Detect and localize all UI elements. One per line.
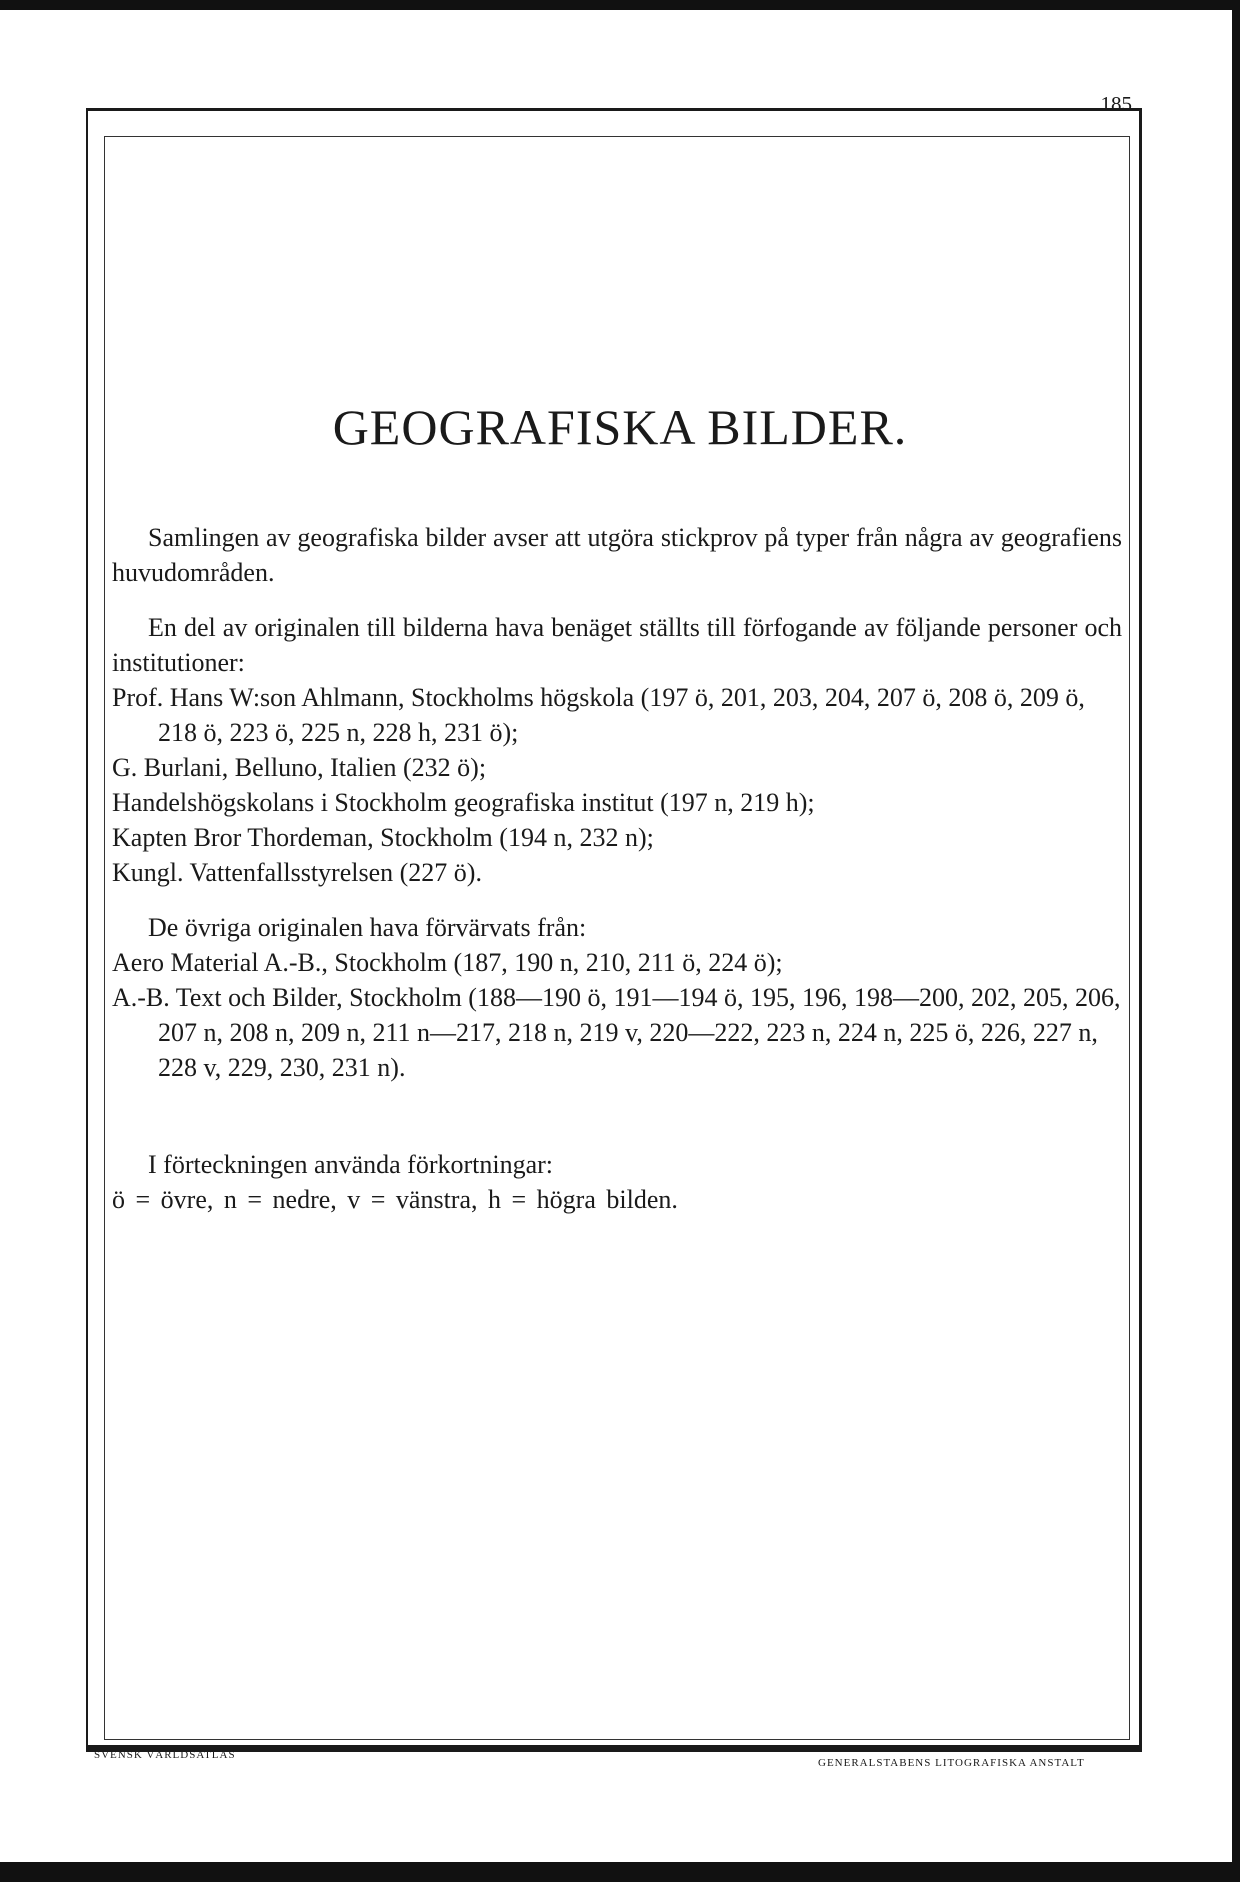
main-content (112, 520, 1122, 1217)
contributors-paragraph: En del av originalen till bilderna hava benäget ställts till förfogande av följande personer och institutioner: (112, 613, 1122, 677)
list-item: Aero Material A.-B., Stockholm (187, 190 n, 210, 211 ö, 224 ö); (112, 948, 783, 977)
footer-right: GENERALSTABENS LITOGRAFISKA ANSTALT (818, 1757, 1085, 1769)
abbreviations-lead: I förteckningen använda förkortningar: (148, 1150, 554, 1179)
list-item: Kapten Bror Thordeman, Stockholm (194 n, 232 n); (112, 823, 654, 852)
scan-edge-right (1232, 0, 1240, 1882)
acquired-lead: De övriga originalen hava förvärvats från: (148, 913, 587, 942)
footer-left: SVENSK VÄRLDSATLAS (94, 1749, 236, 1761)
list-item: A.-B. Text och Bilder, Stockholm (188—190 ö, 191—194 ö, 195, 196, 198—200, 202, 205, 206, 207 n, 208 n, 209 n, 211 n—217, 218 n, 219 v, 220—222, 223 n, 224 n, 225 ö, 226, 227 n, 228 v, 229, 230, 231 n). (112, 983, 1121, 1082)
contributors-list (112, 680, 1122, 890)
list-item: Prof. Hans W:son Ahlmann, Stockholms högskola (197 ö, 201, 203, 204, 207 ö, 208 ö, 209 ö, 218 ö, 223 ö, 225 n, 228 h, 231 ö); (112, 683, 1085, 747)
list-item: Kungl. Vattenfallsstyrelsen (227 ö). (112, 858, 482, 887)
abbreviations-line: ö = övre, n = nedre, v = vänstra, h = högra bilden. (112, 1185, 678, 1214)
list-item: Handelshögskolans i Stockholm geografiska institut (197 n, 219 h); (112, 788, 815, 817)
list-item: G. Burlani, Belluno, Italien (232 ö); (112, 753, 487, 782)
acquired-sources-list (112, 945, 1122, 1085)
scan-edge-bottom (0, 1862, 1240, 1882)
intro-paragraph: Samlingen av geografiska bilder avser att utgöra stickprov på typer från några av geografiens huvudområden. (112, 523, 1122, 587)
page-title: GEOGRAFISKA BILDER. (332, 399, 908, 455)
page-number: 185 (1100, 92, 1132, 116)
scan-edge-top (0, 0, 1240, 10)
